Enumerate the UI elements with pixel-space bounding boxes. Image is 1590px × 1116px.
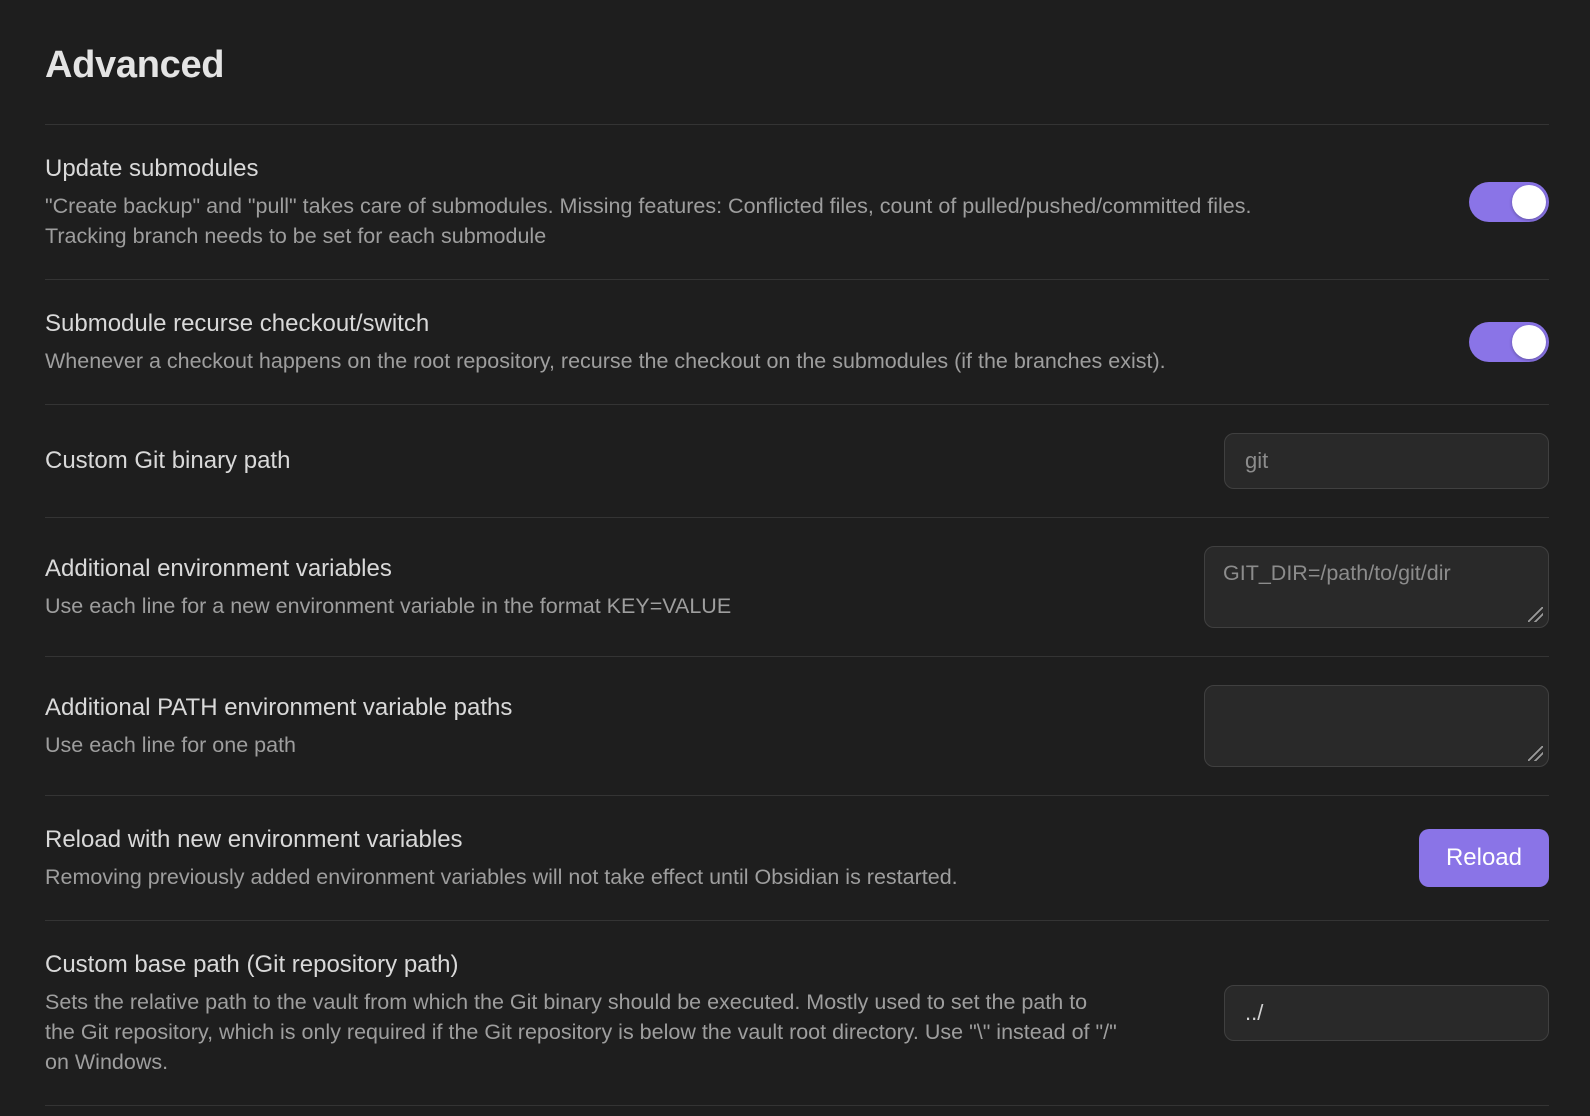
setting-env-variables [45,517,1549,656]
setting-custom-base-path [45,920,1549,1105]
resize-handle-icon[interactable] [1528,607,1543,622]
setting-info [45,692,1180,760]
setting-update-submodules [45,124,1549,279]
page-title: Advanced [45,44,225,86]
setting-info [45,553,1180,621]
setting-control [1469,322,1549,362]
setting-reload-env [45,795,1549,920]
resize-handle-icon[interactable] [1528,746,1543,761]
setting-description: "Create backup" and "pull" takes care of submodules. Missing features: Conflicted files, count of pulled/pushed/committed files. Tracking branch needs to be set for each submodule [45,194,1252,248]
toggle-knob [1512,325,1546,359]
setting-git-binary-path [45,404,1549,517]
env-variables-textarea[interactable] [1204,546,1549,628]
setting-control [1224,433,1549,489]
setting-control [1419,829,1549,887]
setting-control [1204,546,1549,628]
setting-description: Use each line for a new environment variable in the format KEY=VALUE [45,594,732,618]
setting-name: Custom base path (Git repository path) [45,951,459,978]
setting-control [1469,182,1549,222]
setting-description: Removing previously added environment variables will not take effect until Obsidian is restarted. [45,865,958,889]
setting-name: Additional PATH environment variable paths [45,694,513,721]
setting-control [1224,985,1549,1041]
setting-control [1204,685,1549,767]
git-binary-path-input[interactable] [1224,433,1549,489]
setting-info [45,824,1395,892]
submodule-recurse-toggle[interactable] [1469,322,1549,362]
path-env-paths-textarea[interactable] [1204,685,1549,767]
setting-name: Additional environment variables [45,555,392,582]
setting-info [45,153,1445,251]
textarea-wrapper [1204,546,1549,628]
setting-info [45,949,1200,1077]
custom-base-path-input[interactable] [1224,985,1549,1041]
setting-name: Custom Git binary path [45,447,291,474]
setting-submodule-recurse [45,279,1549,404]
setting-name: Update submodules [45,155,259,182]
setting-description: Sets the relative path to the vault from which the Git binary should be executed. Mostly used to set the path to the Git repository, which is only required if the Git repository is below the vault root directory. Use "\" instead of "/" on Windows. [45,990,1117,1074]
update-submodules-toggle[interactable] [1469,182,1549,222]
setting-description: Whenever a checkout happens on the root repository, recurse the checkout on the submodules (if the branches exist). [45,349,1166,373]
toggle-knob [1512,185,1546,219]
setting-description: Use each line for one path [45,733,296,757]
setting-path-env-paths [45,656,1549,795]
reload-button[interactable]: Reload [1419,829,1549,887]
setting-name: Submodule recurse checkout/switch [45,310,430,337]
settings-list [45,124,1549,1106]
setting-info [45,308,1445,376]
textarea-wrapper [1204,685,1549,767]
setting-info [45,445,1200,477]
setting-name: Reload with new environment variables [45,826,463,853]
